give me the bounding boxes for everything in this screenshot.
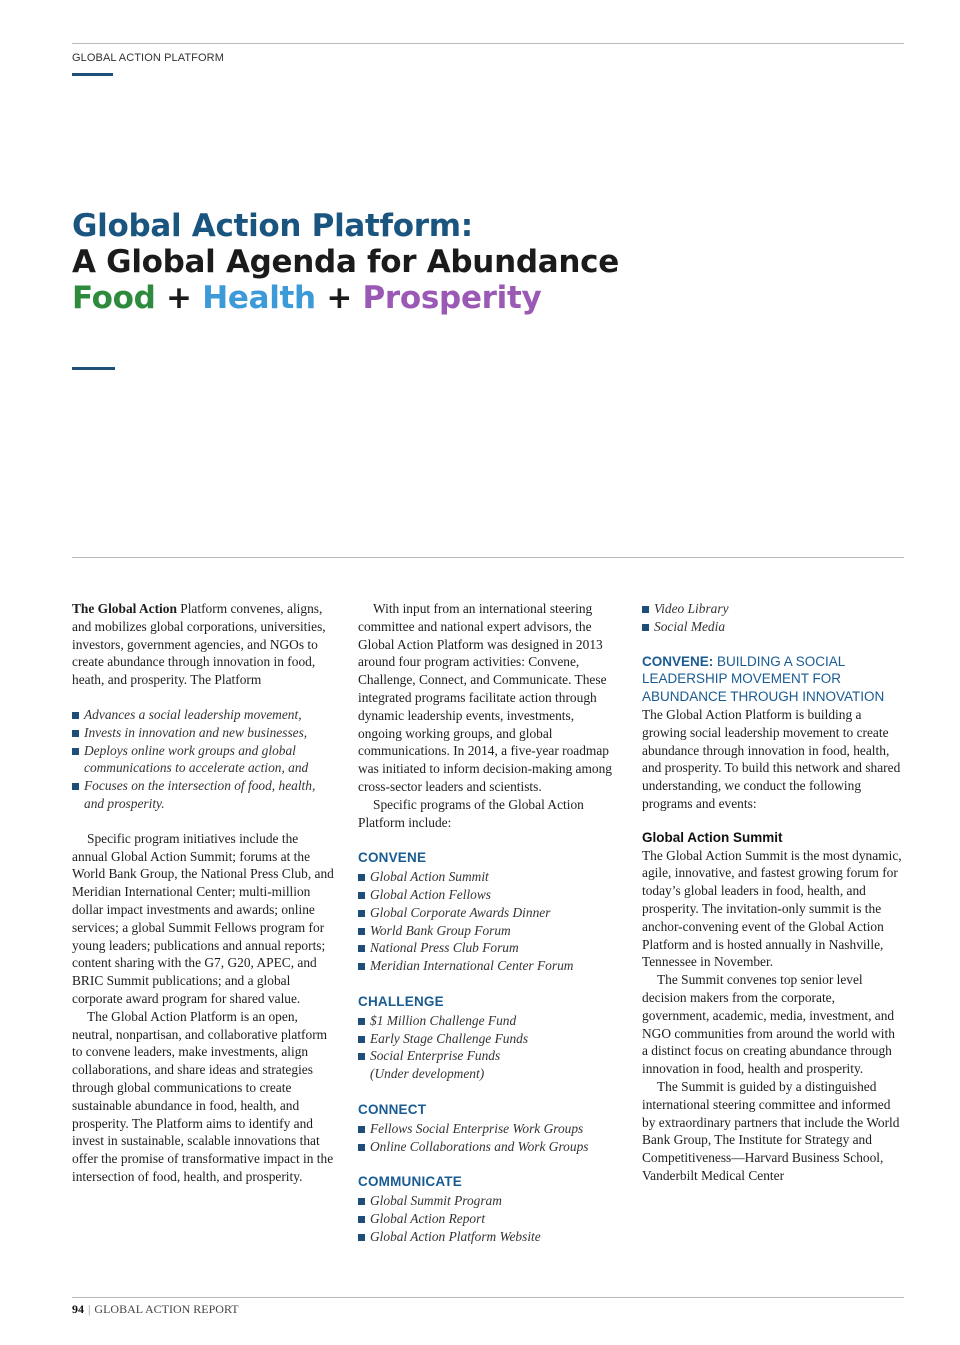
section-rule xyxy=(72,557,904,558)
connect-heading: CONNECT xyxy=(358,1101,427,1117)
intro-text: Platform convenes, aligns, and mobilizes global corporations, universities, investors, government agencies, and NGOs to create abundance through innovation in food, heath, and prosperity. The Platform xyxy=(72,601,326,688)
title-health: Health xyxy=(202,280,316,316)
body-paragraph: Specific programs of the Global Action Platform include: xyxy=(358,796,584,830)
title-plus-2: + xyxy=(326,280,352,316)
connect-list xyxy=(358,1120,620,1156)
summit-heading: Global Action Summit xyxy=(642,829,783,845)
list-item: Focuses on the intersection of food, health, and prosperity. xyxy=(72,777,334,813)
intro-bold: The Global Action xyxy=(72,601,177,616)
page-footer xyxy=(72,1302,239,1317)
convene-title: BUILDING A SOCIAL LEADERSHIP MOVEMENT FOR ABUNDANCE THROUGH INNOVATION xyxy=(642,653,885,705)
title-food: Food xyxy=(72,280,156,316)
column-2 xyxy=(358,600,620,1246)
body-paragraph: The Global Action Platform is an open, neutral, nonpartisan, and collaborative platform to convene leaders, make investments, align collaborations, and share ideas and strategies through global communications to create sustainable abundance in food, health, and prosperity. The Platform aims to identify and invest in sustainable, scalable innovations that offer the promise of transformative impact in the intersection of food, health, and prosperity. xyxy=(72,1008,334,1184)
column-1 xyxy=(72,600,334,1186)
list-item: Global Corporate Awards Dinner xyxy=(358,904,620,922)
convene-list xyxy=(358,868,620,975)
list-item: Advances a social leadership movement, xyxy=(72,706,334,724)
list-item: Social Media xyxy=(642,618,904,636)
list-item: Global Action Summit xyxy=(358,868,620,886)
list-item: $1 Million Challenge Fund xyxy=(358,1012,620,1030)
footer-rule xyxy=(72,1297,904,1298)
convene-section-heading xyxy=(642,653,904,706)
list-item: Online Collaborations and Work Groups xyxy=(358,1138,620,1156)
footer-label: GLOBAL ACTION REPORT xyxy=(94,1302,239,1316)
list-item: Meridian International Center Forum xyxy=(358,957,620,975)
body-paragraph: With input from an international steering committee and national expert advisors, the Global Action Platform was designed in 2013 around four program activities: Convene, Challenge, Connect, and Communicate. These integrated programs facilitate action through dynamic leadership events, investments, ongoing working groups, and global communications. In 2014, a five-year roadmap was initiated to inform decision-making among cross-sector leaders and scientists. xyxy=(358,601,612,794)
body-paragraph: Specific program initiatives include the annual Global Action Summit; forums at the World Bank Group, the National Press Club, and Meridian International Center; multi-million dollar impact investments and awards; online services; a global Summit Fellows program for young leaders; publications and annual reports; content sharing with the G7, G20, APEC, and BRIC Summit publications; and a global corporate award program for shared value. xyxy=(72,830,334,1006)
body-paragraph: The Global Action Platform is building a growing social leadership movement to create abundance through innovation in food, health, and prosperity. To build this network and shared understanding, we conduct the following programs and events: xyxy=(642,706,901,811)
body-paragraph: The Global Action Summit is the most dynamic, agile, innovative, and fastest growing forum for today’s global leaders in food, health, and prosperity. The invitation-only summit is the anchor-convening event of the Global Action Platform and is hosted annually in Nashville, Tennessee in November. xyxy=(642,847,902,970)
page-title xyxy=(72,208,619,316)
convene-label: CONVENE: xyxy=(642,653,714,669)
title-line-2: A Global Agenda for Abundance xyxy=(72,244,619,280)
body-paragraph: The Summit convenes top senior level decision makers from the corporate, government, academic, media, investment, and NGO communities from around the world with a distinct focus on creating abundance through innovation in food, health and prosperity. xyxy=(642,972,895,1077)
challenge-list xyxy=(358,1012,620,1083)
intro-paragraph xyxy=(72,600,334,689)
challenge-heading: CHALLENGE xyxy=(358,993,444,1009)
title-line-1: Global Action Platform: xyxy=(72,208,473,244)
list-item: Social Enterprise Funds xyxy=(358,1047,620,1065)
top-rule xyxy=(72,43,904,44)
title-line-3 xyxy=(72,280,619,316)
list-item: Global Summit Program xyxy=(358,1192,620,1210)
list-item: Invests in innovation and new businesses, xyxy=(72,724,334,742)
title-plus-1: + xyxy=(166,280,192,316)
header-accent-bar xyxy=(72,73,113,76)
convene-heading: CONVENE xyxy=(358,850,427,866)
list-item-note: (Under development) xyxy=(370,1066,485,1082)
title-accent-bar xyxy=(72,367,115,370)
list-item: Fellows Social Enterprise Work Groups xyxy=(358,1120,620,1138)
column-3 xyxy=(642,600,904,1185)
list-item: Early Stage Challenge Funds xyxy=(358,1030,620,1048)
list-item: Global Action Report xyxy=(358,1210,620,1228)
list-item: Deploys online work groups and global communications to accelerate action, and xyxy=(72,742,334,778)
list-item: Global Action Fellows xyxy=(358,886,620,904)
communicate-list xyxy=(358,1192,620,1245)
running-header: GLOBAL ACTION PLATFORM xyxy=(72,52,224,64)
page-number: 94 xyxy=(72,1302,84,1316)
platform-bullets xyxy=(72,706,334,813)
list-item: Global Action Platform Website xyxy=(358,1228,620,1246)
footer-separator: | xyxy=(88,1302,91,1316)
communicate-list-continued xyxy=(642,600,904,636)
list-item: World Bank Group Forum xyxy=(358,922,620,940)
list-item: Video Library xyxy=(642,600,904,618)
body-paragraph: The Summit is guided by a distinguished international steering committee and informed by extraordinary partners that include the World Bank Group, The Institute for Strategy and Competitiveness—Harvard Business School, Vanderbilt Medical Center xyxy=(642,1078,900,1183)
list-item: National Press Club Forum xyxy=(358,939,620,957)
communicate-heading: COMMUNICATE xyxy=(358,1174,462,1190)
title-prosperity: Prosperity xyxy=(362,280,542,316)
